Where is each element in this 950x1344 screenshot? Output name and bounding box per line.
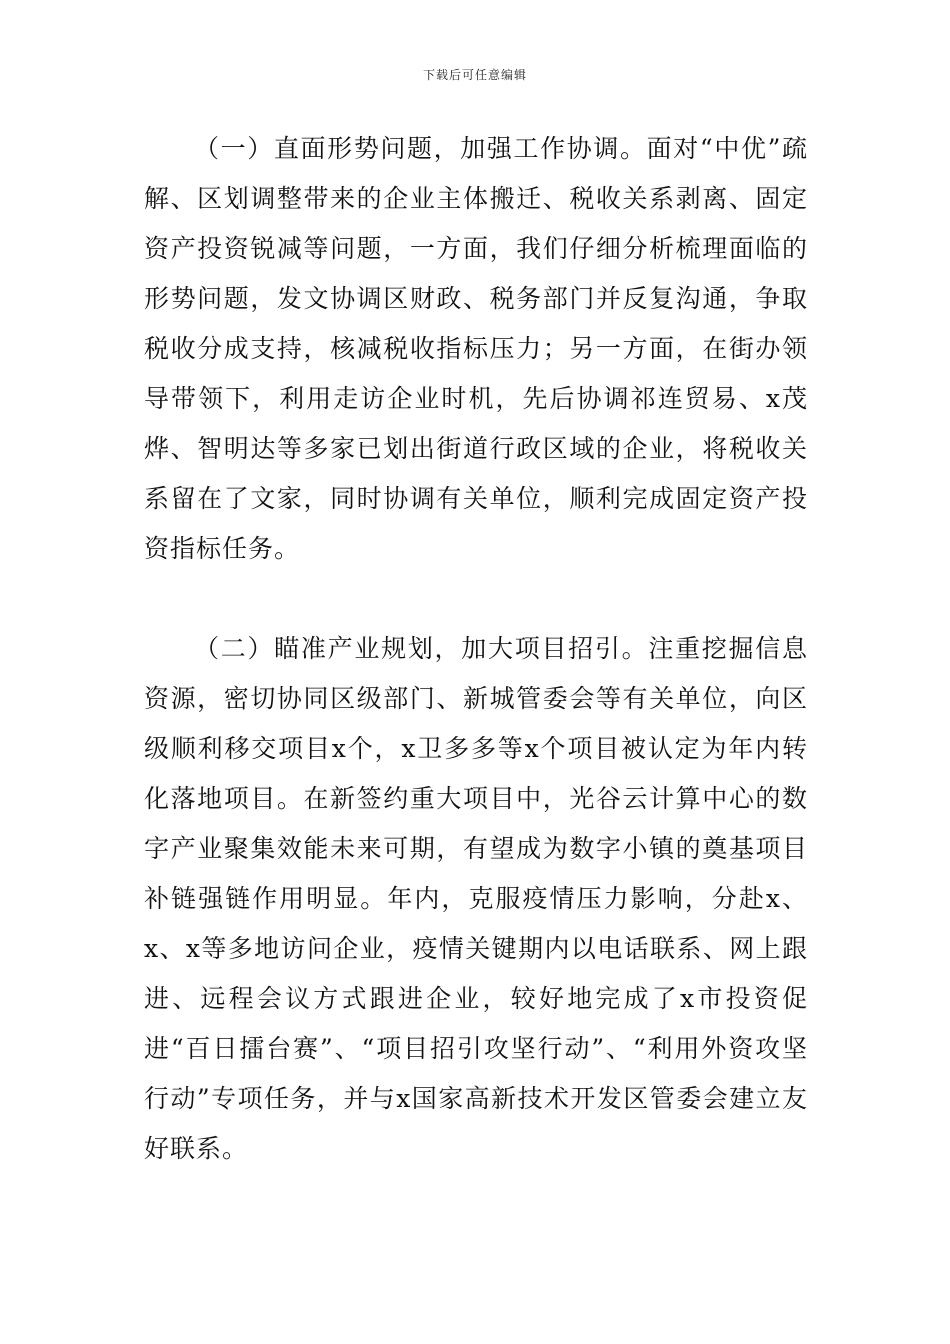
paragraph-1: （一）直面形势问题，加强工作协调。面对“中优”疏解、区划调整带来的企业主体搬迁、税收关系剥离、固定资产投资锐减等问题，一方面，我们仔细分析梳理面临的形势问题，发文协调区财政、税务部门并反复沟通，争取税收分成支持，核减税收指标压力；另一方面，在街办领导带领下，利用走访企业时机，先后协调祁连贸易、x茂烨、智明达等多家已划出街道行政区域的企业，将税收关系留在了文家，同时协调有关单位，顺利完成固定资产投资指标任务。 <box>144 134 808 563</box>
page-header-note: 下载后可任意编辑 <box>422 68 527 82</box>
paragraph-2: （二）瞄准产业规划，加大项目招引。注重挖掘信息资源，密切协同区级部门、新城管委会等有关单位，向区级顺利移交项目x个，x卫多多等x个项目被认定为年内转化落地项目。在新签约重大项目中，光谷云计算中心的数字产业聚集效能未来可期，有望成为数字小镇的奠基项目补链强链作用明显。年内，克服疫情压力影响，分赴x、x、x等多地访问企业，疫情关键期内以电话联系、网上跟进、远程会议方式跟进企业，较好地完成了x市投资促进“百日擂台赛”、“项目招引攻坚行动”、“利用外资攻坚行动”专项任务，并与x国家高新技术开发区管委会建立友好联系。 <box>144 634 808 1163</box>
paragraph-gap <box>144 574 808 624</box>
document-body <box>144 124 808 1174</box>
